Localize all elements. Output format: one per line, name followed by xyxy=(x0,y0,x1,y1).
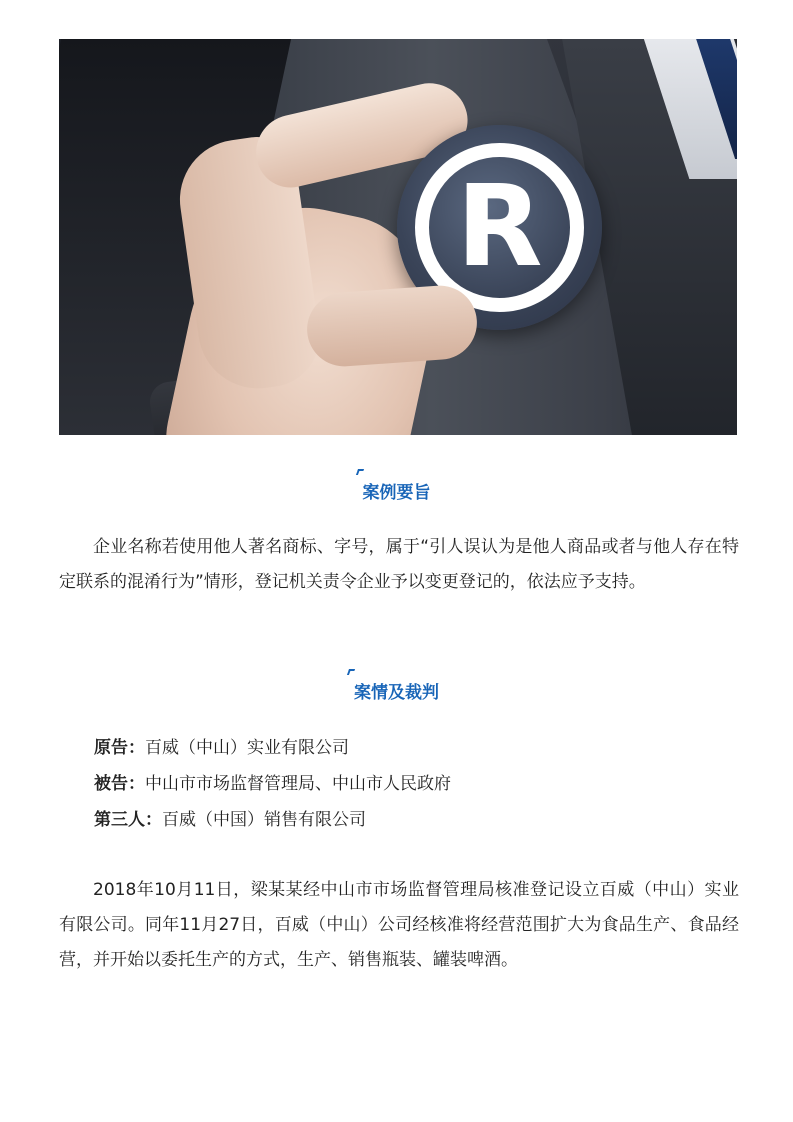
party-value: 百威（中国）销售有限公司 xyxy=(162,810,366,830)
party-value: 中山市市场监督管理局、中山市人民政府 xyxy=(145,774,451,794)
party-plaintiff xyxy=(94,735,734,761)
party-third xyxy=(94,807,734,833)
section-title-summary xyxy=(0,478,793,503)
summary-paragraph: 企业名称若使用他人著名商标、字号，属于“引人误认为是他人商品或者与他人存在特定联系的混淆行为”情形，登记机关责令企业予以变更登记的，依法应予支持。 xyxy=(59,537,739,592)
section-title-text: 案例要旨 xyxy=(363,478,431,503)
party-value: 百威（中山）实业有限公司 xyxy=(145,738,349,758)
hero-image xyxy=(59,39,737,435)
facts-paragraph: 2018年10月11日，梁某某经中山市市场监督管理局核准登记设立百威（中山）实业有限公司。同年11月27日，百威（中山）公司经核准将经营范围扩大为食品生产、食品经营，并开始以委托生产的方式，生产、销售瓶装、罐装啤酒。 xyxy=(59,880,739,970)
badge-letter: R xyxy=(456,162,543,292)
section-title-text: 案情及裁判 xyxy=(354,678,439,703)
thumb xyxy=(305,283,480,369)
party-defendant xyxy=(94,771,734,797)
section-title-case xyxy=(0,678,793,703)
party-label: 第三人： xyxy=(94,810,162,830)
party-label: 原告： xyxy=(94,738,145,758)
party-label: 被告： xyxy=(94,774,145,794)
